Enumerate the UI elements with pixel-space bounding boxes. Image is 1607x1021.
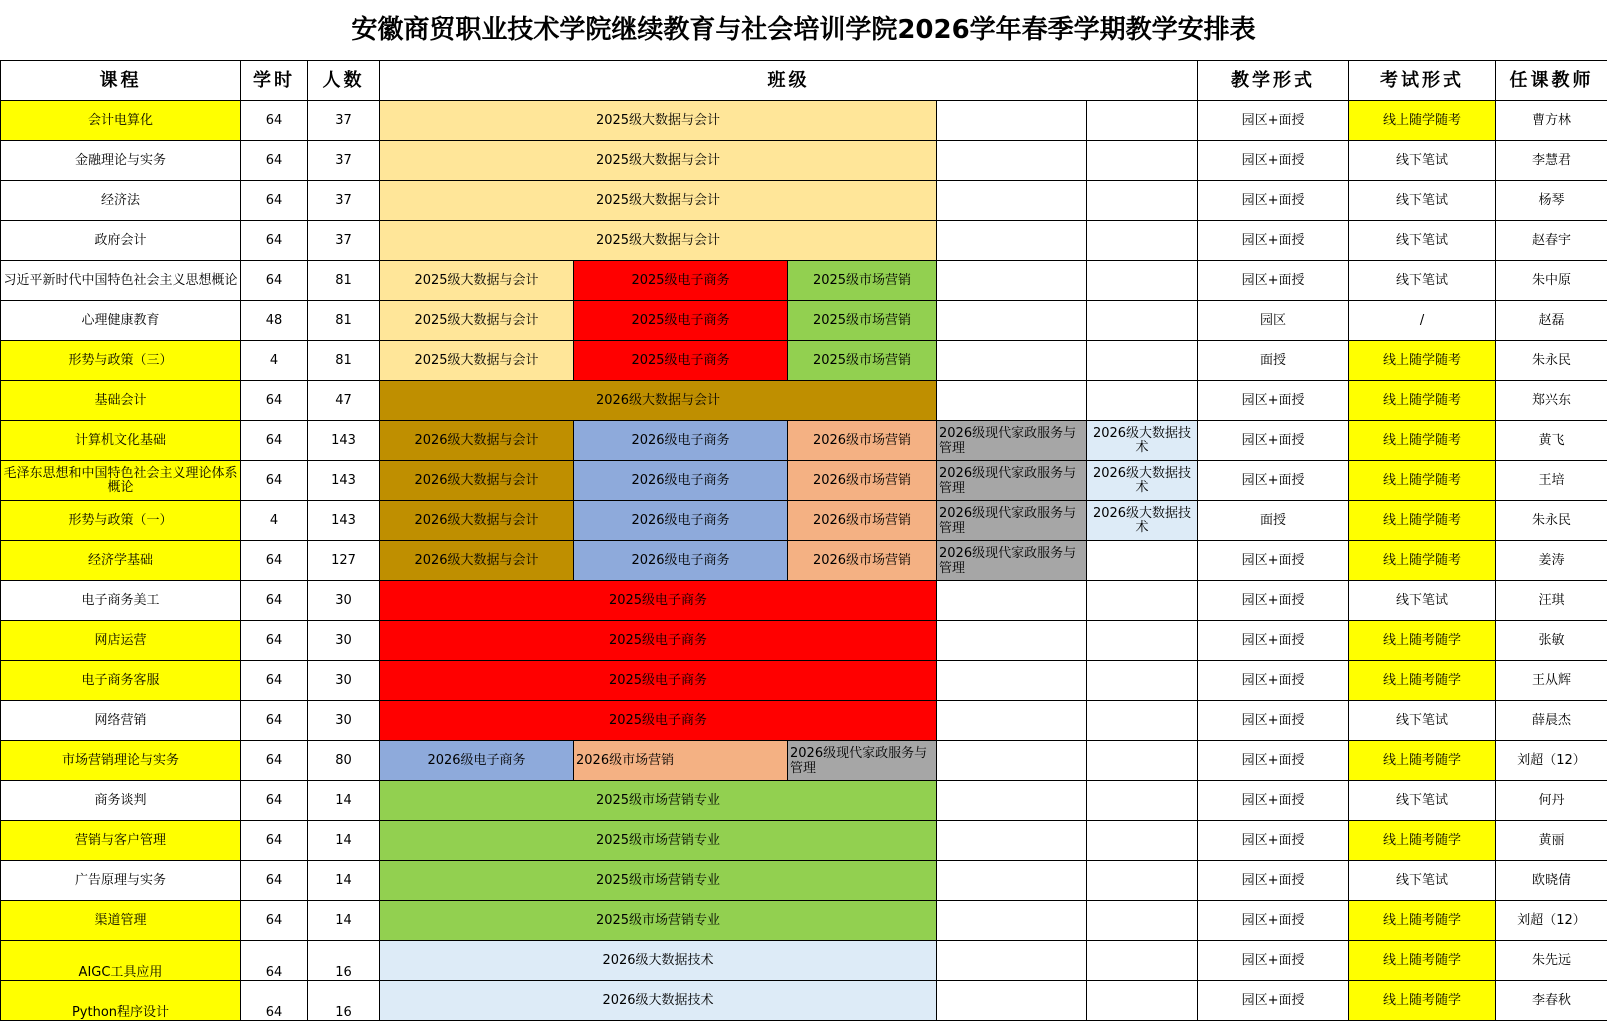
course-cell: 金融理论与实务 <box>1 141 241 181</box>
table-row <box>1 941 1607 981</box>
exam-cell: 线上随学随考 <box>1349 381 1496 421</box>
hours-cell: 64 <box>241 861 308 901</box>
class-cell: 2026级现代家政服务与管理 <box>937 421 1087 461</box>
exam-cell: 线上随学随考 <box>1349 541 1496 581</box>
teaching-cell: 园区+面授 <box>1198 781 1349 821</box>
empty-class-cell <box>937 861 1087 901</box>
teaching-cell: 园区+面授 <box>1198 941 1349 981</box>
empty-class-cell <box>937 981 1087 1021</box>
table-row <box>1 861 1607 901</box>
table-row <box>1 621 1607 661</box>
count-cell: 81 <box>308 341 380 381</box>
hours-cell: 64 <box>241 141 308 181</box>
teacher-cell: 王从辉 <box>1496 661 1607 701</box>
class-cell: 2025级市场营销专业 <box>380 781 937 821</box>
teaching-cell: 园区 <box>1198 301 1349 341</box>
course-cell: 网络营销 <box>1 701 241 741</box>
exam-cell: 线上随考随学 <box>1349 941 1496 981</box>
empty-class-cell <box>1087 261 1198 301</box>
class-cell: 2025级大数据与会计 <box>380 301 574 341</box>
hours-cell: 4 <box>241 341 308 381</box>
exam-cell: 线下笔试 <box>1349 221 1496 261</box>
course-cell: 市场营销理论与实务 <box>1 741 241 781</box>
empty-class-cell <box>1087 781 1198 821</box>
empty-class-cell <box>1087 861 1198 901</box>
hours-cell: 64 <box>241 741 308 781</box>
empty-class-cell <box>937 741 1087 781</box>
count-cell: 30 <box>308 581 380 621</box>
table-row <box>1 301 1607 341</box>
teaching-cell: 面授 <box>1198 341 1349 381</box>
class-cell: 2025级大数据与会计 <box>380 221 937 261</box>
empty-class-cell <box>937 821 1087 861</box>
course-cell: 广告原理与实务 <box>1 861 241 901</box>
class-cell: 2026级现代家政服务与管理 <box>788 741 937 781</box>
class-cell: 2026级电子商务 <box>574 421 788 461</box>
empty-class-cell <box>937 141 1087 181</box>
exam-cell: 线下笔试 <box>1349 781 1496 821</box>
class-cell: 2026级现代家政服务与管理 <box>937 501 1087 541</box>
class-cell: 2025级市场营销 <box>788 301 937 341</box>
course-cell: 心理健康教育 <box>1 301 241 341</box>
class-cell: 2025级市场营销 <box>788 261 937 301</box>
teacher-cell: 王培 <box>1496 461 1607 501</box>
hours-cell: 64 <box>241 421 308 461</box>
table-row <box>1 661 1607 701</box>
teaching-cell: 园区+面授 <box>1198 661 1349 701</box>
course-cell: 形势与政策（一） <box>1 501 241 541</box>
empty-class-cell <box>1087 661 1198 701</box>
course-cell: 经济学基础 <box>1 541 241 581</box>
class-cell: 2026级电子商务 <box>380 741 574 781</box>
hours-cell: 64 <box>241 181 308 221</box>
empty-class-cell <box>1087 621 1198 661</box>
empty-class-cell <box>937 941 1087 981</box>
empty-class-cell <box>1087 341 1198 381</box>
class-cell: 2025级电子商务 <box>380 701 937 741</box>
exam-cell: 线上随学随考 <box>1349 341 1496 381</box>
hours-cell: 64 <box>241 701 308 741</box>
count-cell: 37 <box>308 101 380 141</box>
class-cell: 2026级电子商务 <box>574 541 788 581</box>
class-cell: 2026级现代家政服务与管理 <box>937 461 1087 501</box>
teacher-cell: 何丹 <box>1496 781 1607 821</box>
teacher-cell: 刘超（12） <box>1496 901 1607 941</box>
exam-cell: 线上随学随考 <box>1349 421 1496 461</box>
class-cell: 2026级大数据技术 <box>1087 461 1198 501</box>
count-cell: 143 <box>308 421 380 461</box>
class-cell: 2025级市场营销专业 <box>380 821 937 861</box>
hours-cell: 64 <box>241 461 308 501</box>
teacher-cell: 汪琪 <box>1496 581 1607 621</box>
empty-class-cell <box>1087 221 1198 261</box>
teacher-cell: 曹方林 <box>1496 101 1607 141</box>
exam-cell: 线下笔试 <box>1349 861 1496 901</box>
exam-cell: 线下笔试 <box>1349 701 1496 741</box>
hours-cell: 64 <box>241 541 308 581</box>
count-cell: 16 <box>308 981 380 1021</box>
class-cell: 2025级市场营销专业 <box>380 861 937 901</box>
teaching-cell: 园区+面授 <box>1198 701 1349 741</box>
exam-cell: 线下笔试 <box>1349 581 1496 621</box>
course-cell: 渠道管理 <box>1 901 241 941</box>
count-cell: 30 <box>308 701 380 741</box>
empty-class-cell <box>937 301 1087 341</box>
table-row <box>1 341 1607 381</box>
class-cell: 2025级电子商务 <box>380 581 937 621</box>
hours-cell: 64 <box>241 101 308 141</box>
teacher-cell: 薛晨杰 <box>1496 701 1607 741</box>
exam-cell: 线上随考随学 <box>1349 981 1496 1021</box>
course-cell: AIGC工具应用 <box>1 941 241 981</box>
hours-cell: 64 <box>241 221 308 261</box>
empty-class-cell <box>1087 821 1198 861</box>
class-cell: 2025级电子商务 <box>380 621 937 661</box>
course-cell: Python程序设计 <box>1 981 241 1021</box>
table-row <box>1 981 1607 1021</box>
hours-cell: 64 <box>241 821 308 861</box>
table-row <box>1 101 1607 141</box>
count-cell: 80 <box>308 741 380 781</box>
teacher-cell: 赵磊 <box>1496 301 1607 341</box>
table-row <box>1 141 1607 181</box>
empty-class-cell <box>1087 981 1198 1021</box>
table-row <box>1 581 1607 621</box>
teacher-cell: 郑兴东 <box>1496 381 1607 421</box>
empty-class-cell <box>937 341 1087 381</box>
class-cell: 2026级市场营销 <box>788 501 937 541</box>
class-cell: 2025级电子商务 <box>574 341 788 381</box>
teaching-cell: 园区+面授 <box>1198 981 1349 1021</box>
class-cell: 2025级大数据与会计 <box>380 341 574 381</box>
teacher-cell: 杨琴 <box>1496 181 1607 221</box>
table-row <box>1 421 1607 461</box>
course-cell: 政府会计 <box>1 221 241 261</box>
teaching-cell: 园区+面授 <box>1198 821 1349 861</box>
teacher-cell: 姜涛 <box>1496 541 1607 581</box>
hours-cell: 64 <box>241 901 308 941</box>
empty-class-cell <box>937 661 1087 701</box>
class-cell: 2026级市场营销 <box>574 741 788 781</box>
exam-cell: 线下笔试 <box>1349 181 1496 221</box>
empty-class-cell <box>1087 741 1198 781</box>
class-cell: 2026级市场营销 <box>788 461 937 501</box>
table-row <box>1 701 1607 741</box>
hours-cell: 64 <box>241 381 308 421</box>
class-cell: 2026级大数据与会计 <box>380 501 574 541</box>
count-cell: 14 <box>308 821 380 861</box>
count-cell: 143 <box>308 501 380 541</box>
exam-cell: 线上随考随学 <box>1349 901 1496 941</box>
class-cell: 2026级大数据技术 <box>380 981 937 1021</box>
schedule-table <box>0 60 1607 1021</box>
hours-cell: 64 <box>241 941 308 981</box>
class-cell: 2025级市场营销专业 <box>380 901 937 941</box>
table-row <box>1 501 1607 541</box>
table-row <box>1 181 1607 221</box>
class-cell: 2025级电子商务 <box>574 301 788 341</box>
header-classes: 班级 <box>380 61 1198 101</box>
page-title: 安徽商贸职业技术学院继续教育与社会培训学院2026学年春季学期教学安排表 <box>351 15 1256 45</box>
class-cell: 2026级大数据技术 <box>1087 501 1198 541</box>
class-cell: 2025级大数据与会计 <box>380 141 937 181</box>
course-cell: 形势与政策（三） <box>1 341 241 381</box>
course-cell: 基础会计 <box>1 381 241 421</box>
hours-cell: 64 <box>241 261 308 301</box>
table-row <box>1 781 1607 821</box>
teaching-cell: 面授 <box>1198 501 1349 541</box>
header-count: 人数 <box>308 61 380 101</box>
teaching-cell: 园区+面授 <box>1198 541 1349 581</box>
teaching-cell: 园区+面授 <box>1198 901 1349 941</box>
empty-class-cell <box>937 581 1087 621</box>
empty-class-cell <box>937 901 1087 941</box>
class-cell: 2025级市场营销 <box>788 341 937 381</box>
teaching-cell: 园区+面授 <box>1198 461 1349 501</box>
hours-cell: 64 <box>241 621 308 661</box>
course-cell: 电子商务美工 <box>1 581 241 621</box>
exam-cell: 线上随考随学 <box>1349 741 1496 781</box>
teacher-cell: 朱永民 <box>1496 341 1607 381</box>
count-cell: 16 <box>308 941 380 981</box>
count-cell: 81 <box>308 301 380 341</box>
header-exam: 考试形式 <box>1349 61 1496 101</box>
course-cell: 网店运营 <box>1 621 241 661</box>
teacher-cell: 李春秋 <box>1496 981 1607 1021</box>
count-cell: 47 <box>308 381 380 421</box>
header-row <box>1 61 1607 101</box>
count-cell: 37 <box>308 221 380 261</box>
empty-class-cell <box>1087 181 1198 221</box>
exam-cell: 线上随考随学 <box>1349 621 1496 661</box>
teaching-cell: 园区+面授 <box>1198 621 1349 661</box>
header-teacher: 任课教师 <box>1496 61 1607 101</box>
table-row <box>1 821 1607 861</box>
exam-cell: / <box>1349 301 1496 341</box>
teacher-cell: 刘超（12） <box>1496 741 1607 781</box>
teaching-cell: 园区+面授 <box>1198 261 1349 301</box>
class-cell: 2026级市场营销 <box>788 541 937 581</box>
schedule-body <box>1 101 1607 1021</box>
exam-cell: 线上随学随考 <box>1349 501 1496 541</box>
hours-cell: 64 <box>241 581 308 621</box>
class-cell: 2026级大数据与会计 <box>380 541 574 581</box>
teacher-cell: 赵春宇 <box>1496 221 1607 261</box>
count-cell: 37 <box>308 181 380 221</box>
header-course: 课程 <box>1 61 241 101</box>
class-cell: 2025级大数据与会计 <box>380 261 574 301</box>
empty-class-cell <box>1087 581 1198 621</box>
count-cell: 127 <box>308 541 380 581</box>
teacher-cell: 黄丽 <box>1496 821 1607 861</box>
course-cell: 经济法 <box>1 181 241 221</box>
teaching-cell: 园区+面授 <box>1198 141 1349 181</box>
empty-class-cell <box>937 701 1087 741</box>
count-cell: 14 <box>308 861 380 901</box>
table-row <box>1 261 1607 301</box>
teacher-cell: 黄飞 <box>1496 421 1607 461</box>
class-cell: 2025级电子商务 <box>380 661 937 701</box>
teaching-cell: 园区+面授 <box>1198 221 1349 261</box>
empty-class-cell <box>1087 941 1198 981</box>
count-cell: 14 <box>308 781 380 821</box>
teacher-cell: 朱永民 <box>1496 501 1607 541</box>
course-cell: 电子商务客服 <box>1 661 241 701</box>
class-cell: 2025级大数据与会计 <box>380 181 937 221</box>
teaching-cell: 园区+面授 <box>1198 181 1349 221</box>
teaching-cell: 园区+面授 <box>1198 421 1349 461</box>
teacher-cell: 朱中原 <box>1496 261 1607 301</box>
course-cell: 商务谈判 <box>1 781 241 821</box>
class-cell: 2025级电子商务 <box>574 261 788 301</box>
exam-cell: 线下笔试 <box>1349 141 1496 181</box>
empty-class-cell <box>937 261 1087 301</box>
class-cell: 2026级市场营销 <box>788 421 937 461</box>
exam-cell: 线上随学随考 <box>1349 101 1496 141</box>
class-cell: 2026级大数据与会计 <box>380 461 574 501</box>
hours-cell: 64 <box>241 981 308 1021</box>
exam-cell: 线下笔试 <box>1349 261 1496 301</box>
empty-class-cell <box>937 181 1087 221</box>
teaching-cell: 园区+面授 <box>1198 581 1349 621</box>
empty-class-cell <box>937 621 1087 661</box>
teacher-cell: 朱先远 <box>1496 941 1607 981</box>
teacher-cell: 欧晓倩 <box>1496 861 1607 901</box>
empty-class-cell <box>937 781 1087 821</box>
count-cell: 30 <box>308 621 380 661</box>
course-cell: 习近平新时代中国特色社会主义思想概论 <box>1 261 241 301</box>
hours-cell: 48 <box>241 301 308 341</box>
count-cell: 37 <box>308 141 380 181</box>
empty-class-cell <box>1087 901 1198 941</box>
course-cell: 毛泽东思想和中国特色社会主义理论体系概论 <box>1 461 241 501</box>
class-cell: 2026级大数据技术 <box>1087 421 1198 461</box>
empty-class-cell <box>1087 381 1198 421</box>
empty-class-cell <box>1087 301 1198 341</box>
course-cell: 会计电算化 <box>1 101 241 141</box>
empty-class-cell <box>937 381 1087 421</box>
empty-class-cell <box>1087 701 1198 741</box>
table-row <box>1 221 1607 261</box>
header-hours: 学时 <box>241 61 308 101</box>
table-row <box>1 461 1607 501</box>
class-cell: 2025级大数据与会计 <box>380 101 937 141</box>
table-row <box>1 901 1607 941</box>
count-cell: 143 <box>308 461 380 501</box>
teaching-cell: 园区+面授 <box>1198 741 1349 781</box>
teacher-cell: 张敏 <box>1496 621 1607 661</box>
hours-cell: 64 <box>241 661 308 701</box>
header-teaching: 教学形式 <box>1198 61 1349 101</box>
empty-class-cell <box>937 221 1087 261</box>
count-cell: 14 <box>308 901 380 941</box>
table-row <box>1 541 1607 581</box>
class-cell: 2026级现代家政服务与管理 <box>937 541 1087 581</box>
empty-class-cell <box>1087 141 1198 181</box>
class-cell: 2026级大数据与会计 <box>380 381 937 421</box>
course-cell: 计算机文化基础 <box>1 421 241 461</box>
class-cell: 2026级大数据技术 <box>380 941 937 981</box>
hours-cell: 64 <box>241 781 308 821</box>
class-cell: 2026级电子商务 <box>574 501 788 541</box>
teaching-cell: 园区+面授 <box>1198 861 1349 901</box>
course-cell: 营销与客户管理 <box>1 821 241 861</box>
class-cell: 2026级电子商务 <box>574 461 788 501</box>
empty-class-cell <box>1087 541 1198 581</box>
exam-cell: 线上随考随学 <box>1349 661 1496 701</box>
exam-cell: 线上随学随考 <box>1349 461 1496 501</box>
count-cell: 81 <box>308 261 380 301</box>
table-row <box>1 381 1607 421</box>
empty-class-cell <box>937 101 1087 141</box>
count-cell: 30 <box>308 661 380 701</box>
teaching-cell: 园区+面授 <box>1198 101 1349 141</box>
teacher-cell: 李慧君 <box>1496 141 1607 181</box>
teaching-cell: 园区+面授 <box>1198 381 1349 421</box>
class-cell: 2026级大数据与会计 <box>380 421 574 461</box>
table-row <box>1 741 1607 781</box>
exam-cell: 线上随考随学 <box>1349 821 1496 861</box>
hours-cell: 4 <box>241 501 308 541</box>
empty-class-cell <box>1087 101 1198 141</box>
